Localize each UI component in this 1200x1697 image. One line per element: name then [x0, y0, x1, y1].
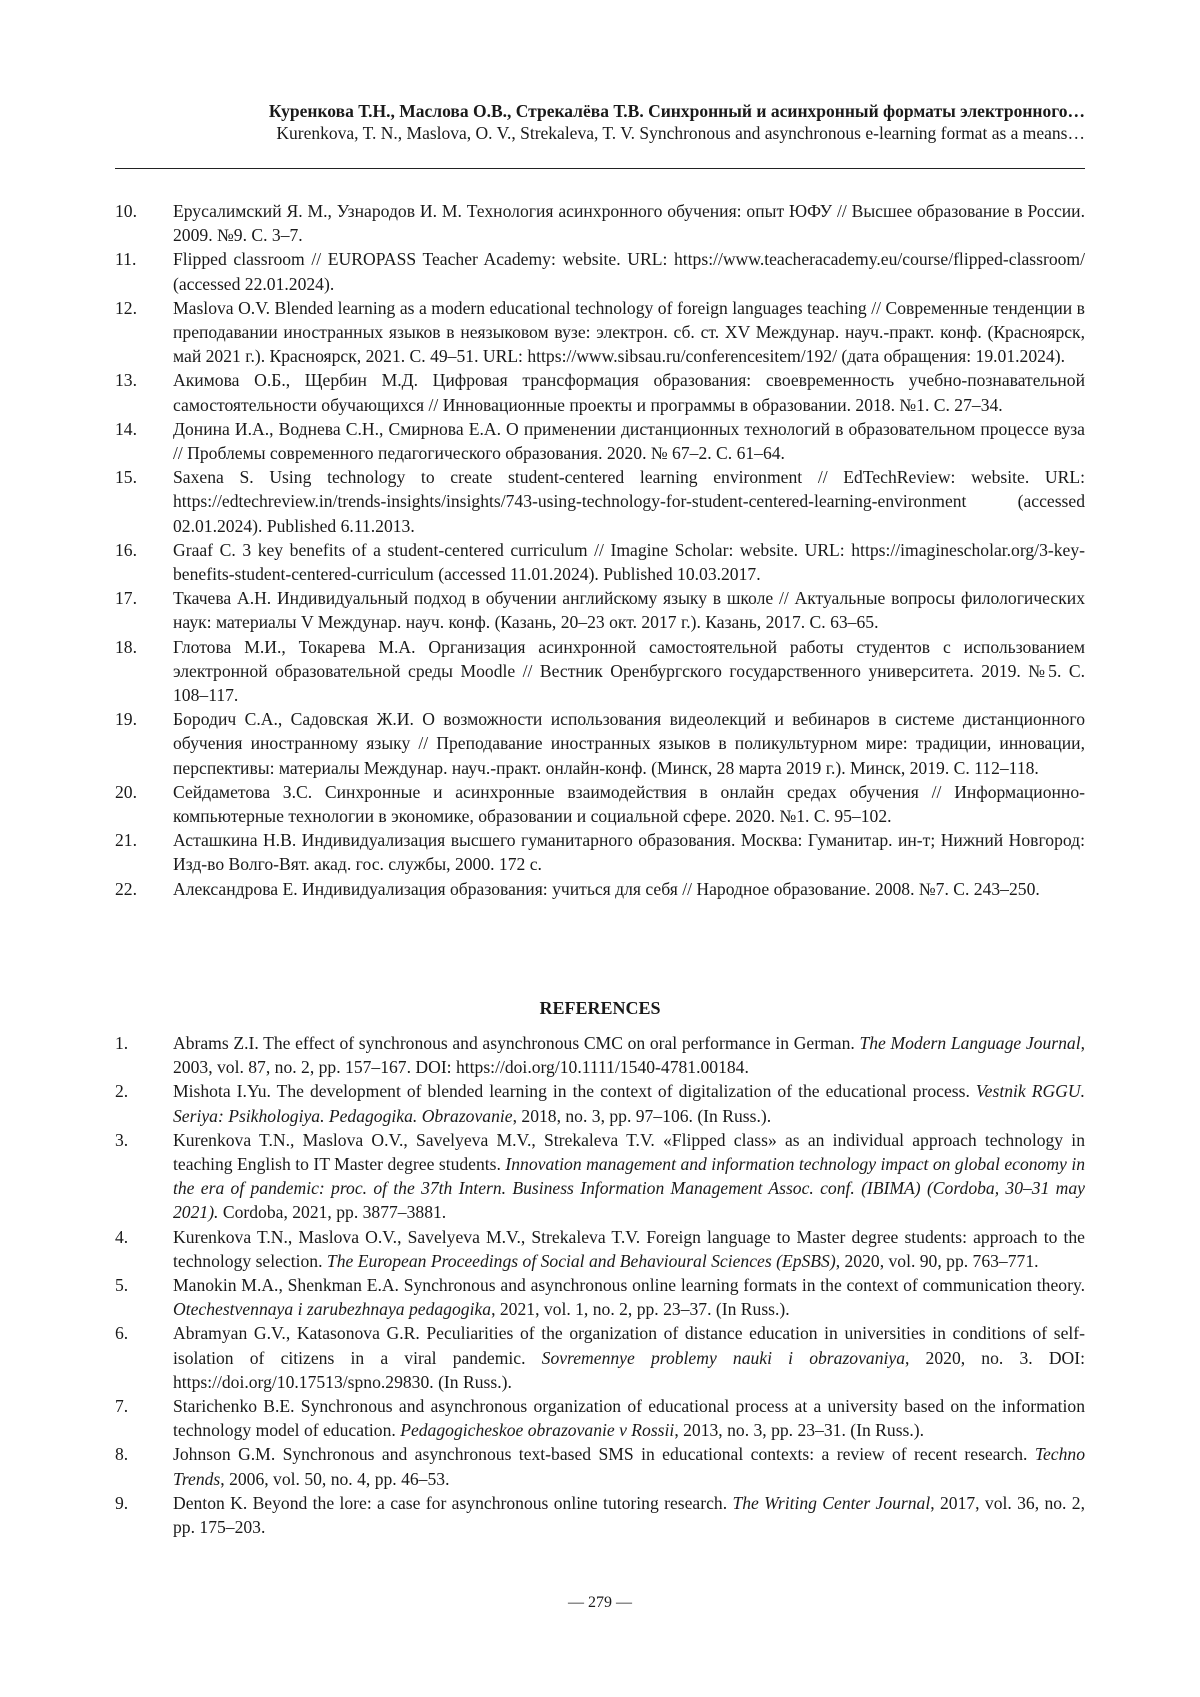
- reference-details: , 2020, no. 3. DOI: https://doi.org/10.17513/spno.29830. (In Russ.).: [173, 1348, 1085, 1392]
- reference-text: [173, 1321, 1085, 1394]
- reference-item: [115, 538, 1085, 586]
- reference-text: Акимова О.Б., Щербин М.Д. Цифровая трансформация образования: своевременность учебно-познавательной самостоятельности обучающихся // Инновационные проекты и программы в образовании. 2018. №1. С. 27–34.: [173, 368, 1085, 416]
- reference-number: 11.: [115, 247, 173, 295]
- reference-text: [173, 1491, 1085, 1539]
- reference-item: [115, 465, 1085, 538]
- reference-source: Sovremennye problemy nauki i obrazovaniya: [542, 1348, 905, 1368]
- reference-text: Бородич С.А., Садовская Ж.И. О возможности использования видеолекций и вебинаров в системе дистанционного обучения иностранному языку // Преподавание иностранных языков в поликультурном мире: традиции, инновации, перспективы: материалы Междунар. науч.-практ. онлайн-конф. (Минск, 28 марта 2019 г.). Минск, 2019. С. 112–118.: [173, 707, 1085, 780]
- reference-source: The Modern Language Journal: [859, 1033, 1080, 1053]
- journal-page: [0, 0, 1200, 1697]
- reference-authors-title: Manokin M.A., Shenkman E.A. Synchronous and asynchronous online learning formats in the context of communication theory.: [173, 1275, 1085, 1295]
- reference-text: [173, 1442, 1085, 1490]
- reference-number: 8.: [115, 1442, 173, 1490]
- reference-details: , 2006, vol. 50, no. 4, pp. 46–53.: [220, 1469, 449, 1489]
- running-head: [115, 100, 1085, 144]
- reference-text: [173, 1394, 1085, 1442]
- reference-source: The Writing Center Journal: [732, 1493, 930, 1513]
- reference-text: [173, 1225, 1085, 1273]
- reference-number: 13.: [115, 368, 173, 416]
- reference-text: Saxena S. Using technology to create student-centered learning environment // EdTechReview: website. URL: https://edtechreview.in/trends-insights/insights/743-using-technology-for-student-centered-learning-environment (accessed 02.01.2024). Published 6.11.2013.: [173, 465, 1085, 538]
- reference-authors-title: Starichenko B.E. Synchronous and asynchronous organization of educational process at a university based on the information technology model of education.: [173, 1396, 1085, 1440]
- reference-number: 19.: [115, 707, 173, 780]
- reference-details: , 2018, no. 3, pp. 97–106. (In Russ.).: [513, 1106, 772, 1126]
- reference-number: 4.: [115, 1225, 173, 1273]
- references-heading: REFERENCES: [115, 996, 1085, 1020]
- page-number: — 279 —: [0, 1594, 1200, 1612]
- reference-text: [173, 1128, 1085, 1225]
- reference-source: Pedagogicheskoe obrazovanie v Rossii: [400, 1420, 674, 1440]
- reference-item: [115, 828, 1085, 876]
- reference-item: [115, 1273, 1085, 1321]
- reference-item: [115, 1321, 1085, 1394]
- reference-text: [173, 1273, 1085, 1321]
- reference-number: 10.: [115, 199, 173, 247]
- reference-item: [115, 296, 1085, 369]
- reference-item: [115, 247, 1085, 295]
- reference-source: Innovation management and information technology impact on global economy in the era of pandemic: proc. of the 37th Intern. Business Information Management Assoc. conf. (IBIMA) (Cordoba, 30–31 may 2021).: [173, 1154, 1085, 1222]
- reference-text: Александрова Е. Индивидуализация образования: учиться для себя // Народное образование. 2008. №7. С. 243–250.: [173, 877, 1085, 901]
- reference-text: Сейдаметова З.С. Синхронные и асинхронные взаимодействия в онлайн средах обучения // Информационно-компьютерные технологии в экономике, образовании и социальной сфере. 2020. №1. С. 95–102.: [173, 780, 1085, 828]
- reference-item: [115, 368, 1085, 416]
- reference-item: [115, 780, 1085, 828]
- reference-number: 3.: [115, 1128, 173, 1225]
- reference-source: Vestnik RGGU. Seriya: Psikhologiya. Pedagogika. Obrazovanie: [173, 1081, 1085, 1125]
- reference-source: The European Proceedings of Social and Behavioural Sciences (EpSBS): [327, 1251, 836, 1271]
- reference-number: 22.: [115, 877, 173, 901]
- reference-item: [115, 635, 1085, 708]
- reference-item: [115, 1079, 1085, 1127]
- reference-authors-title: Abrams Z.I. The effect of synchronous and asynchronous CMC on oral performance in German.: [173, 1033, 859, 1053]
- reference-number: 1.: [115, 1031, 173, 1079]
- reference-text: Донина И.А., Воднева С.Н., Смирнова Е.А. О применении дистанционных технологий в образовательном процессе вуза // Проблемы современного педагогического образования. 2020. № 67–2. С. 61–64.: [173, 417, 1085, 465]
- reference-authors-title: Johnson G.M. Synchronous and asynchronous text-based SMS in educational contexts: a review of recent research.: [173, 1444, 1035, 1464]
- reference-details: , 2003, vol. 87, no. 2, pp. 157–167. DOI: https://doi.org/10.1111/1540-4781.00184.: [173, 1033, 1085, 1077]
- reference-source: Techno Trends: [173, 1444, 1085, 1488]
- reference-number: 7.: [115, 1394, 173, 1442]
- reference-number: 12.: [115, 296, 173, 369]
- reference-item: [115, 199, 1085, 247]
- reference-text: Асташкина Н.В. Индивидуализация высшего гуманитарного образования. Москва: Гуманитар. ин-т; Нижний Новгород: Изд-во Волго-Вят. акад. гос. службы, 2000. 172 с.: [173, 828, 1085, 876]
- russian-reference-list: [115, 199, 1085, 901]
- reference-authors-title: Abramyan G.V., Katasonova G.R. Peculiarities of the organization of distance education in universities in conditions of self-isolation of citizens in a viral pandemic.: [173, 1323, 1085, 1367]
- reference-text: Ткачева А.Н. Индивидуальный подход в обучении английскому языку в школе // Актуальные вопросы филологических наук: материалы V Междунар. науч. конф. (Казань, 20–23 окт. 2017 г.). Казань, 2017. С. 63–65.: [173, 586, 1085, 634]
- reference-number: 14.: [115, 417, 173, 465]
- reference-number: 9.: [115, 1491, 173, 1539]
- running-head-russian: Куренкова Т.Н., Маслова О.В., Стрекалёва Т.В. Синхронный и асинхронный форматы электронного…: [115, 100, 1085, 122]
- reference-number: 21.: [115, 828, 173, 876]
- reference-text: Maslova O.V. Blended learning as a modern educational technology of foreign languages teaching // Современные тенденции в преподавании иностранных языков в неязыковом вузе: электрон. сб. ст. XV Междунар. науч.-практ. конф. (Красноярск, май 2021 г.). Красноярск, 2021. С. 49–51. URL: https://www.sibsau.ru/conferencesitem/192/ (дата обращения: 19.01.2024).: [173, 296, 1085, 369]
- reference-text: Flipped classroom // EUROPASS Teacher Academy: website. URL: https://www.teacheracademy.eu/course/flipped-classroom/ (accessed 22.01.2024).: [173, 247, 1085, 295]
- english-reference-list: [115, 1031, 1085, 1539]
- reference-text: Глотова М.И., Токарева М.А. Организация асинхронной самостоятельной работы студентов с использованием электронной образовательной среды Moodle // Вестник Оренбургского государственного университета. 2019. №5. С. 108–117.: [173, 635, 1085, 708]
- reference-text: [173, 1031, 1085, 1079]
- reference-number: 18.: [115, 635, 173, 708]
- reference-number: 5.: [115, 1273, 173, 1321]
- reference-number: 15.: [115, 465, 173, 538]
- running-head-english: Kurenkova, T. N., Maslova, O. V., Strekaleva, T. V. Synchronous and asynchronous e-learning format as a means…: [115, 122, 1085, 144]
- reference-authors-title: Kurenkova T.N., Maslova O.V., Savelyeva M.V., Strekaleva T.V. Foreign language to Master degree students: approach to the technology selection.: [173, 1227, 1085, 1271]
- reference-details: , 2021, vol. 1, no. 2, pp. 23–37. (In Russ.).: [491, 1299, 790, 1319]
- header-rule: [115, 168, 1085, 169]
- reference-item: [115, 877, 1085, 901]
- reference-text: Graaf C. 3 key benefits of a student-centered curriculum // Imagine Scholar: website. URL: https://imaginescholar.org/3-key-benefits-student-centered-curriculum (accessed 11.01.2024). Published 10.03.2017.: [173, 538, 1085, 586]
- reference-item: [115, 1031, 1085, 1079]
- reference-item: [115, 1225, 1085, 1273]
- reference-item: [115, 707, 1085, 780]
- reference-item: [115, 1442, 1085, 1490]
- reference-details: Cordoba, 2021, pp. 3877–3881.: [218, 1202, 446, 1222]
- reference-number: 20.: [115, 780, 173, 828]
- reference-text: [173, 1079, 1085, 1127]
- reference-text: Ерусалимский Я. М., Узнародов И. М. Технология асинхронного обучения: опыт ЮФУ // Высшее образование в России. 2009. №9. С. 3–7.: [173, 199, 1085, 247]
- reference-number: 16.: [115, 538, 173, 586]
- reference-number: 17.: [115, 586, 173, 634]
- reference-details: , 2020, vol. 90, pp. 763–771.: [836, 1251, 1039, 1271]
- reference-source: Otechestvennaya i zarubezhnaya pedagogika: [173, 1299, 491, 1319]
- reference-item: [115, 1394, 1085, 1442]
- reference-number: 2.: [115, 1079, 173, 1127]
- reference-authors-title: Mishota I.Yu. The development of blended learning in the context of digitalization of the educational process.: [173, 1081, 976, 1101]
- reference-item: [115, 1128, 1085, 1225]
- reference-authors-title: Denton K. Beyond the lore: a case for asynchronous online tutoring research.: [173, 1493, 732, 1513]
- reference-details: , 2013, no. 3, pp. 23–31. (In Russ.).: [674, 1420, 924, 1440]
- reference-item: [115, 417, 1085, 465]
- reference-item: [115, 586, 1085, 634]
- reference-authors-title: Kurenkova T.N., Maslova O.V., Savelyeva M.V., Strekaleva T.V. «Flipped class» as an individual approach technology in teaching English to IT Master degree students.: [173, 1130, 1085, 1174]
- reference-item: [115, 1491, 1085, 1539]
- reference-number: 6.: [115, 1321, 173, 1394]
- reference-details: , 2017, vol. 36, no. 2, pp. 175–203.: [173, 1493, 1085, 1537]
